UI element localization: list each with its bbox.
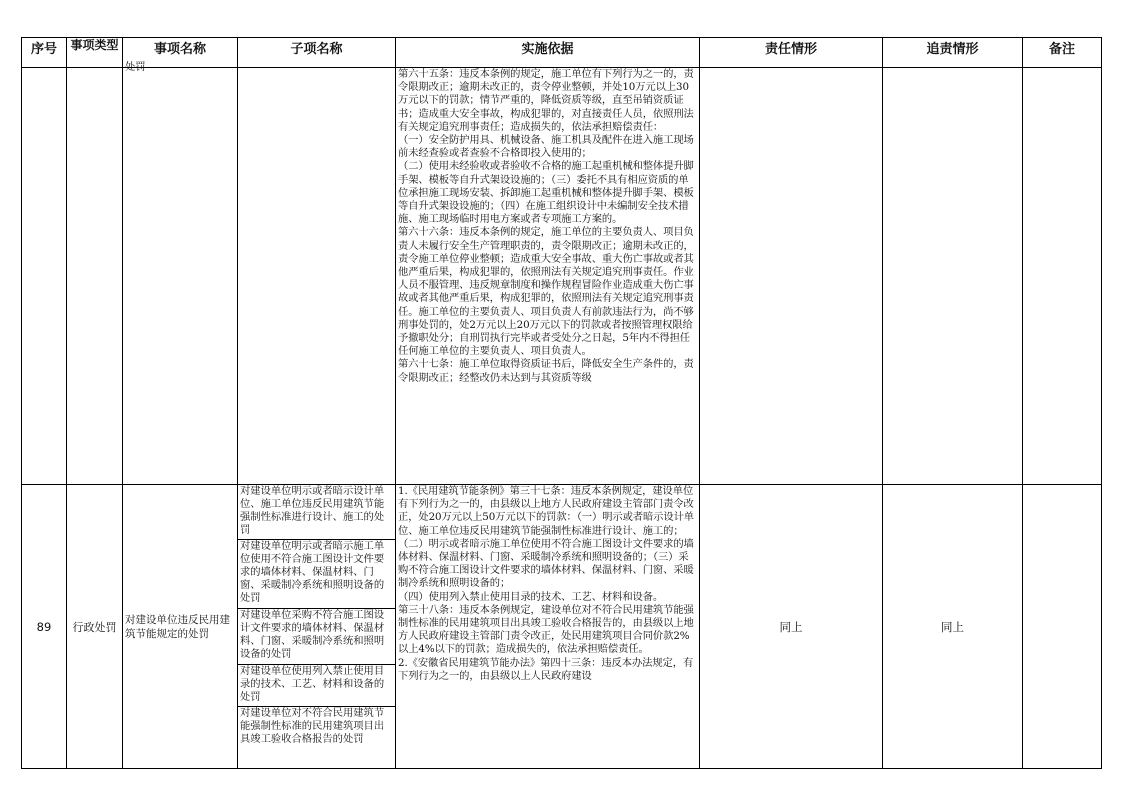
table-row [22, 485, 1102, 769]
basis-paragraph: 2.《安徽省民用建筑节能办法》第四十三条：违反本办法规定，有下列行为之一的，由县级以上人民政府建设 [398, 656, 694, 682]
name-fragment: 处罚 [125, 61, 146, 73]
remark-cell [1023, 485, 1102, 769]
name-cell: 对建设单位违反民用建筑节能规定的处罚 [123, 485, 238, 769]
header-remark: 备注 [1023, 38, 1102, 68]
basis-paragraph: （一）安全防护用具、机械设备、施工机具及配件在进入施工现场前未经查验或者查验不合格即投入使用的； [398, 134, 694, 160]
accountability-cell [883, 68, 1023, 485]
basis-paragraph: 1.《民用建筑节能条例》第三十七条：违反本条例规定，建设单位有下列行为之一的，由县级以上地方人民政府建设主管部门责令改正，处20万元以上50万元以下的罚款：（一）明示或者暗示设计单位、施工单位违反民用建筑节能强制性标准进行设计、施工的；（二）明示或者暗示施工单位使用不符合施工图设计文件要求的墙体材料、保温材料、门窗、采暖制冷系统和照明设备的；（三）采购不符合施工图设计文件要求的墙体材料、保温材料、门窗、采暖制冷系统和照明设备的； [398, 485, 694, 590]
basis-paragraph: （二）使用未经验收或者验收不合格的施工起重机械和整体提升脚手架、模板等自升式架设设施的；（三）委托不具有相应资质的单位承担施工现场安装、拆卸施工起重机械和整体提升脚手架、模板等自升式架设设施的；（四）在施工组织设计中未编制安全技术措施、施工现场临时用电方案或者专项施工方案的。 [398, 160, 694, 226]
header-type: 事项类型 [67, 38, 123, 68]
subitem: 对建设单位对不符合民用建筑节能强制性标准的民用建筑项目出具竣工验收合格报告的处罚 [240, 707, 385, 745]
table-row [22, 68, 1102, 485]
header-basis: 实施依据 [396, 38, 700, 68]
header-duty: 责任情形 [700, 38, 883, 68]
basis-paragraph: 第三十八条：违反本条例规定，建设单位对不符合民用建筑节能强制性标准的民用建筑项目出具竣工验收合格报告的，由县级以上地方人民政府建设主管部门责令改正，处民用建筑项目合同价款2%以上4%以下的罚款；造成损失的，依法承担赔偿责任。 [398, 603, 694, 656]
name-cell [123, 61, 238, 485]
basis-paragraph: （四）使用列入禁止使用目录的技术、工艺、材料和设备。 [398, 590, 664, 603]
basis-cell [396, 485, 700, 769]
duty-cell: 同上 [700, 485, 883, 769]
seq-cell: 89 [22, 485, 67, 769]
header-row [22, 38, 1102, 68]
header-subname: 子项名称 [238, 38, 396, 68]
accountability-cell: 同上 [883, 485, 1023, 769]
subitem: 对建设单位使用列入禁止使用目录的技术、工艺、材料和设备的处罚 [238, 665, 395, 707]
subitem: 对建设单位采购不符合施工图设计文件要求的墙体材料、保温材料、门窗、采暖制冷系统和照明设备的处罚 [238, 609, 395, 665]
duty-cell [700, 68, 883, 485]
subitem: 对建设单位明示或者暗示施工单位使用不符合施工图设计文件要求的墙体材料、保温材料、门窗、采暖制冷系统和照明设备的处罚 [238, 540, 395, 609]
basis-paragraph: 第六十七条：施工单位取得资质证书后，降低安全生产条件的，责令限期改正；经整改仍未达到与其资质等级 [398, 358, 694, 384]
basis-paragraph: 第六十五条：违反本条例的规定，施工单位有下列行为之一的，责令限期改正；逾期未改正的，责令停业整顿，并处10万元以上30万元以下的罚款；情节严重的，降低资质等级，直至吊销资质证书；造成重大安全事故，构成犯罪的，对直接责任人员，依照刑法有关规定追究刑事责任；造成损失的，依法承担赔偿责任： [398, 68, 694, 133]
responsibility-table [21, 37, 1102, 769]
basis-cell [396, 68, 700, 485]
subname-cell [238, 485, 396, 769]
basis-paragraph: 第六十六条：违反本条例的规定，施工单位的主要负责人、项目负责人未履行安全生产管理职责的，责令限期改正；逾期未改正的，责令施工单位停业整顿；造成重大安全事故、重大伤亡事故或者其他严重后果，构成犯罪的，依照刑法有关规定追究刑事责任。作业人员不服管理、违反规章制度和操作规程冒险作业造成重大伤亡事故或者其他严重后果，构成犯罪的，依照刑法有关规定追究刑事责任。施工单位的主要负责人、项目负责人有前款违法行为，尚不够刑事处罚的，处2万元以上20万元以下的罚款或者按照管理权限给予撤职处分；自刑罚执行完毕或者受处分之日起，5年内不得担任任何施工单位的主要负责人、项目负责人。 [398, 226, 694, 358]
seq-cell [22, 68, 67, 485]
header-seq: 序号 [22, 38, 67, 68]
header-accountability: 追责情形 [883, 38, 1023, 68]
type-cell: 行政处罚 [67, 485, 123, 769]
subname-cell [238, 68, 396, 485]
type-cell [67, 68, 123, 485]
remark-cell [1023, 68, 1102, 485]
header-name: 事项名称 [123, 38, 238, 68]
subitem: 对建设单位明示或者暗示设计单位、施工单位违反民用建筑节能强制性标准进行设计、施工的处罚 [238, 485, 395, 540]
